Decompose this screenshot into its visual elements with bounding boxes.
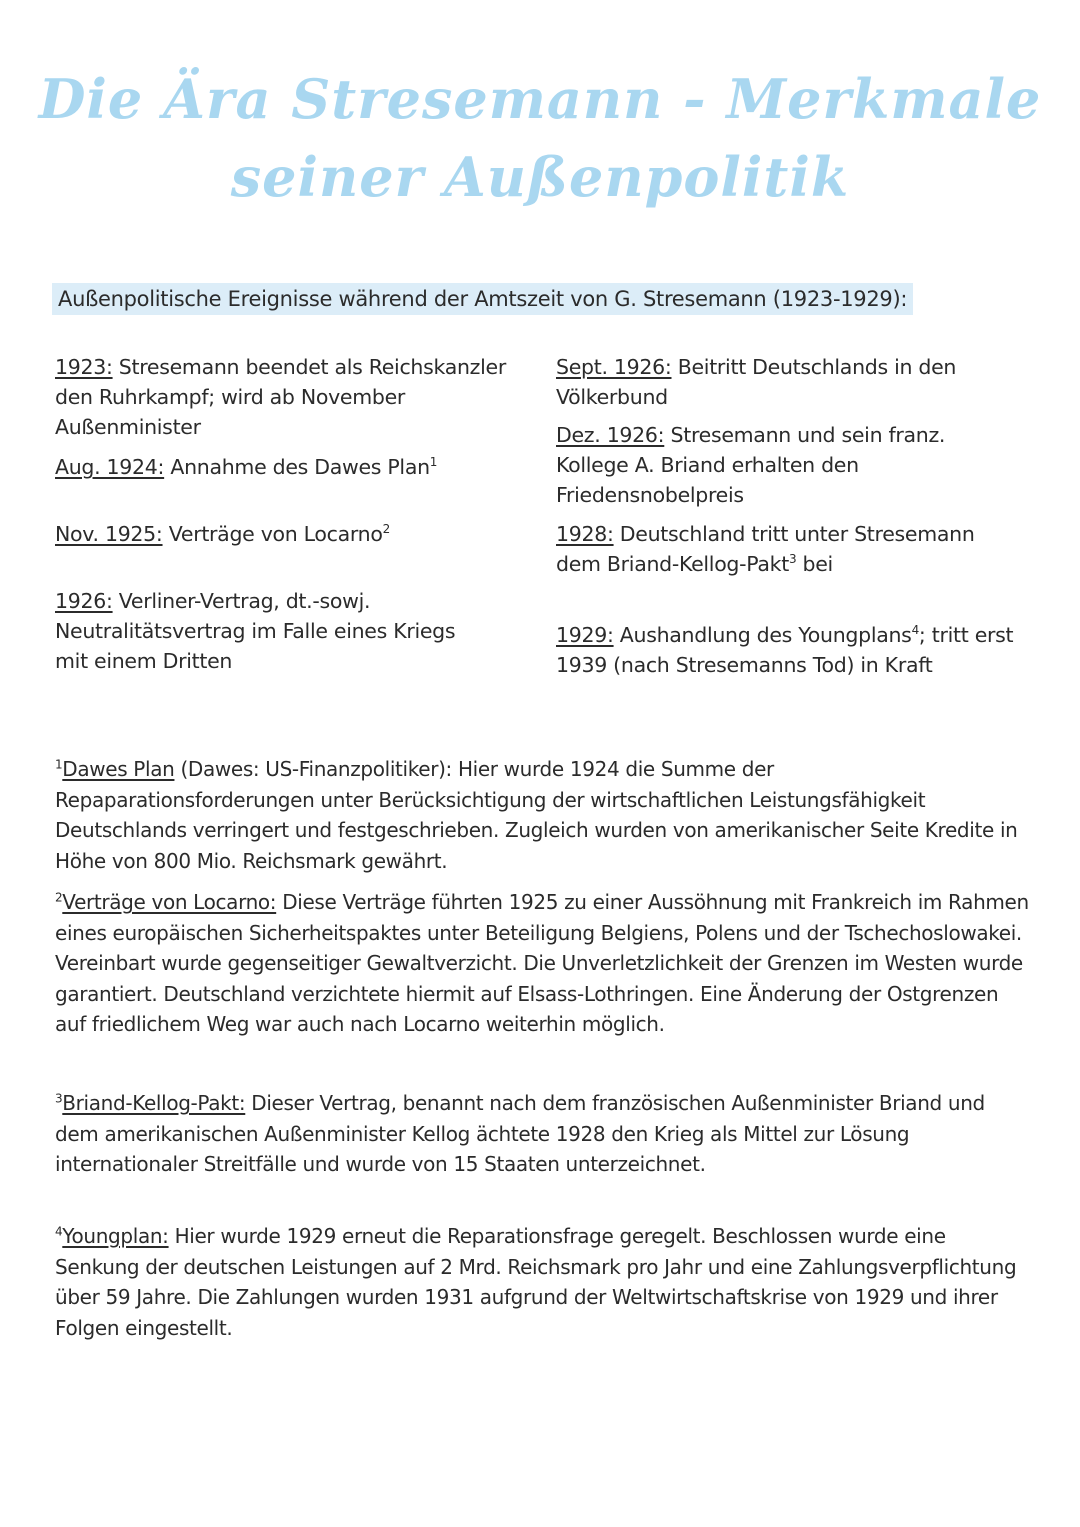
footnote-ref: 3 <box>788 552 797 567</box>
page-title-line-1: Die Ära Stresemann - Merkmale <box>38 67 1042 131</box>
event-date: Dez. 1926: <box>556 423 665 447</box>
footnote-term: Dawes Plan <box>62 757 175 781</box>
footnote-number: 3 <box>55 1091 63 1106</box>
event-text: Annahme des Dawes Plan <box>164 455 430 479</box>
event-date: Sept. 1926: <box>556 355 672 379</box>
footnote-briand-kellog <box>55 1088 1030 1180</box>
footnote-youngplan <box>55 1221 1030 1343</box>
footnote-text: Hier wurde 1929 erneut die Reparationsfrage geregelt. Beschlossen wurde eine Senkung der deutschen Leistungen auf 2 Mrd. Reichsmark pro Jahr und eine Zahlungsverpflichtung über 59 Jahre. Die Zahlungen wurden 1931 aufgrund der Weltwirtschaftskrise von 1929 und ihrer Folgen eingestellt. <box>55 1224 1017 1340</box>
event-text: Beitritt Deutschlands in den Völkerbund <box>556 355 957 409</box>
footnote-dawes-plan <box>55 754 1030 876</box>
page-title-line-2: seiner Außenpolitik <box>230 145 850 209</box>
event-dez-1926 <box>556 420 1006 510</box>
event-date: 1928: <box>556 522 614 546</box>
footnote-number: 1 <box>55 757 63 772</box>
event-date: Aug. 1924: <box>55 455 165 479</box>
footnote-ref: 2 <box>382 522 390 537</box>
footnote-text: Diese Verträge führten 1925 zu einer Aussöhnung mit Frankreich im Rahmen eines europäischen Sicherheitspaktes unter Beteiligung Belgiens, Polens und der Tschechoslowakei. Vereinbart wurde gegenseitiger Gewaltverzicht. Die Unverletzlichkeit der Grenzen im Westen wurde garantiert. Deutschland verzichtete hiermit auf Elsass-Lothringen. Eine Änderung der Ostgrenzen auf friedlichem Weg war auch nach Locarno weiterhin möglich. <box>55 890 1029 1036</box>
event-1929 <box>556 620 1036 680</box>
footnote-number: 2 <box>55 890 63 905</box>
section-heading: Außenpolitische Ereignisse während der Amtszeit von G. Stresemann (1923-1929): <box>52 283 913 315</box>
footnote-locarno <box>55 887 1030 1040</box>
footnote-term: Verträge von Locarno: <box>62 890 277 914</box>
event-aug-1924 <box>55 452 525 482</box>
footnote-ref: 1 <box>429 455 438 470</box>
event-text: Deutschland tritt unter Stresemann dem Briand-Kellog-Pakt <box>556 522 975 576</box>
event-1926 <box>55 586 475 676</box>
event-text-after: ; tritt erst 1939 (nach Stresemanns Tod) in Kraft <box>556 623 1014 677</box>
event-date: 1926: <box>55 589 113 613</box>
event-text: Verliner-Vertrag, dt.-sowj. Neutralitätsvertrag im Falle eines Kriegs mit einem Dritten <box>55 589 456 673</box>
footnote-text: (Dawes: US-Finanzpolitiker): Hier wurde 1924 die Summe der Repaparationsforderungen unter Berücksichtigung der wirtschaftlichen Leistungsfähigkeit Deutschlands verringert und festgeschrieben. Zugleich wurden von amerikanischer Seite Kredite in Höhe von 800 Mio. Reichsmark gewährt. <box>55 757 1018 873</box>
event-1923 <box>55 352 525 442</box>
event-sept-1926 <box>556 352 1036 412</box>
footnote-ref: 4 <box>911 623 919 638</box>
event-date: Nov. 1925: <box>55 522 163 546</box>
footnote-number: 4 <box>55 1224 63 1239</box>
event-date: 1929: <box>556 623 614 647</box>
footnote-term: Youngplan: <box>62 1224 169 1248</box>
event-text-after: bei <box>796 552 833 576</box>
event-1928 <box>556 519 996 579</box>
event-date: 1923: <box>55 355 113 379</box>
footnote-text: Dieser Vertrag, benannt nach dem französischen Außenminister Briand und dem amerikanischen Außenminister Kellog ächtete 1928 den Krieg als Mittel zur Lösung internationaler Streitfälle und wurde von 15 Staaten unterzeichnet. <box>55 1091 985 1176</box>
event-text: Stresemann und sein franz. Kollege A. Briand erhalten den Friedensnobelpreis <box>556 423 946 507</box>
event-nov-1925 <box>55 519 525 549</box>
event-text: Stresemann beendet als Reichskanzler den Ruhrkampf; wird ab November Außenminister <box>55 355 506 439</box>
event-text: Verträge von Locarno <box>162 522 383 546</box>
footnote-term: Briand-Kellog-Pakt: <box>62 1091 246 1115</box>
event-text: Aushandlung des Youngplans <box>613 623 912 647</box>
